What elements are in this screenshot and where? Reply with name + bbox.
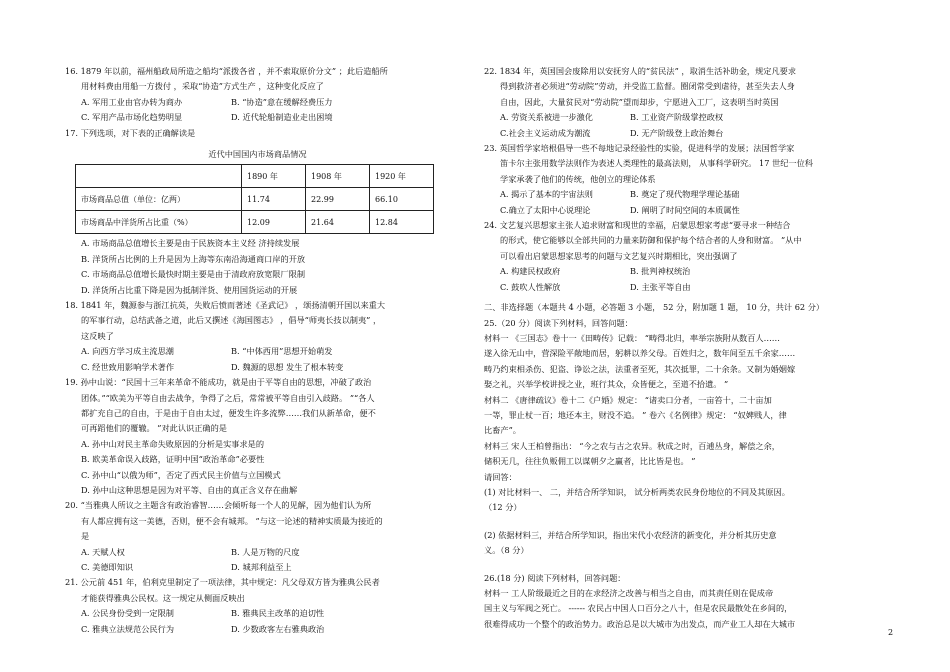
section-two-heading: 二、非选择题（本题共 4 小题，必答题 3 小题， 52 分，附加题 1 题， 10 分，共计 62 分） [484, 302, 825, 313]
question-23-options-row-2 [484, 203, 864, 218]
option-b: B. 奠定了现代物理学理论基础 [630, 189, 740, 200]
option-c: C. 经世致用影响学术著作 [81, 361, 175, 372]
question-16-stem-2: 用材料费由用船一方拨付 ，采取“协造”方式生产 ，这种变化反应了 [81, 81, 324, 92]
table-cell: 11.74 [242, 188, 306, 211]
answer-space [484, 559, 864, 571]
question-24-stem-3: 可以看出启蒙思想家思考的问题与文艺复兴时期相比，突出强调了 [500, 250, 738, 261]
table-cell: 66.10 [370, 188, 434, 211]
question-22-stem-3: 自由，因此，大量贫民对“劳动院”望而却步，宁愿进入工厂，这表明当时英国 [500, 96, 779, 107]
material-1-line: 畴乃约束相杀伤、犯盗、诤讼之法，法重者至死，其次抵罪，二十余条。又制为婚姻嫁 [484, 363, 796, 374]
option-b: B. 批判神权统治 [630, 266, 691, 277]
option-a: A. 天赋人权 [81, 546, 125, 557]
material-2-line: 材料二 《唐律疏议》卷十二《户婚》规定： “诸卖口分者，一亩笞十，二十亩加 [484, 394, 772, 405]
question-20-stem-1: 20. “当雅典人所议之主题含有政治睿智……会倾听每一个人的见解，因为他们认为所 [65, 500, 372, 511]
question-24-options-row-1 [484, 264, 864, 279]
question-17-option-b: B. 洋货所占比例的上升是因为上海等东南沿海通商口岸的开放 [81, 253, 306, 264]
left-column [65, 64, 440, 637]
question-21-options-row-1 [65, 606, 440, 621]
question-18-options-row-1 [65, 344, 440, 359]
table-cell: 21.64 [306, 211, 370, 234]
question-19-option-a: A. 孙中山对民主革命失败原因的分析是实事求是的 [81, 438, 265, 449]
question-19-stem-4: 可再蹈他们的覆辙。 ”对此认识正确的是 [81, 423, 227, 434]
question-26-material-line: 材料一 工人阶级最近之目的在求经济之改善与相当之自由，而其责任则在促成帝 [484, 588, 774, 598]
question-22-stem-1: 22. 1834 年，英国国会废除用以安抚穷人的“贫民法” ，取消生活补助金，规定凡要求 [484, 66, 797, 76]
option-d: D. 城邦利益至上 [231, 561, 292, 572]
option-d: D. 少数政客左右雅典政治 [231, 623, 325, 634]
question-18-options-row-2 [65, 360, 440, 375]
question-24-stem-2: 的形式，使它能够以全部共同的力量来防御和保护每个结合者的人身和财富。 ”从中 [500, 235, 802, 246]
question-20-stem-2: 有人都应拥有这一美德，否则，便不会有城邦。 ”与这一论述的精神实质最为接近的 [81, 515, 383, 526]
table-cell: 12.09 [242, 211, 306, 234]
question-19-option-b: B. 欧美革命误入歧路，证明中国“政治革命”必要性 [81, 454, 265, 465]
option-b: B. 人是万物的尺度 [231, 546, 300, 557]
option-c: C. 鼓吹人性解放 [500, 281, 561, 292]
option-c: C.社会主义运动成为潮流 [500, 127, 591, 138]
question-18-stem-3: 这反映了 [81, 330, 114, 341]
question-22-stem-2: 得到救济者必须进“劳动院”劳动，并受监工监督。圈闭常受到虐待，甚至失去人身 [500, 81, 795, 92]
option-b: B. 雅典民主改革的迫切性 [231, 608, 325, 619]
question-16-stem-1: 16. 1879 年以前，福州船政局所造之船均“派拨各省 ，并不索取原价分文” ；此后造船所 [65, 66, 388, 76]
question-18-stem-2: 的军事行动，总结武备之道，此后又撰述《海国图志》 ，倡导“师夷长技以制夷” ， [81, 315, 382, 326]
table-header-cell: 1890 年 [242, 165, 306, 188]
question-21-stem-2: 才能获得雅典公民权。这一规定从侧面反映出 [81, 592, 245, 603]
table-row [76, 211, 434, 234]
table-header-cell: 1908 年 [306, 165, 370, 188]
question-22-options-row-2 [484, 126, 864, 141]
material-1-line: 娶之礼，兴举学校讲授之业，班行其众，众皆便之，至道不拾遗。 ” [484, 379, 729, 390]
option-b: B. 工业资产阶级掌控政权 [630, 112, 724, 123]
option-b: B. “中体西用”思想开始萌发 [231, 346, 333, 357]
option-c: C. 美德即知识 [81, 561, 134, 572]
option-c: C.确立了太阳中心说理论 [500, 204, 591, 215]
option-d: D. 阐明了时间空间的本质属性 [630, 204, 740, 215]
option-c: C. 军用产品市场化趋势明显 [81, 112, 183, 123]
right-column [484, 64, 864, 632]
question-26-material-line: 很难得成功一个整个的政治势力。政治总是以大城市为出发点，而产业工人却在大城市 [484, 618, 796, 629]
material-2-line: 一等，罪止杖一百；地还本主，财没不追。 ” 卷六《名例律》规定： “奴婢贱人，律 [484, 409, 787, 420]
material-2-line: 比畜产”。 [484, 425, 521, 436]
material-1-line: 材料一 《三国志》卷十一《田畴传》记载： “畴得北归，率举宗族附从数百人…… [484, 332, 780, 343]
option-a: A. 向西方学习成主流思潮 [81, 346, 174, 357]
table-title: 近代中国国内市场商品情况 [208, 149, 307, 160]
question-20-options-row-1 [65, 545, 440, 560]
question-19-option-d: D. 孙中山这种思想是因为对平等、自由的真正含义存在曲解 [81, 484, 298, 495]
option-d: D. 魏源的思想 发生了根本转变 [231, 361, 344, 372]
material-3-line: 储积无几，往往负贩佣工以谋朝夕之赢者，比比皆是也。 ” [484, 456, 696, 467]
option-a: A. 劳资关系被进一步激化 [500, 112, 593, 123]
question-24-stem-1: 24. 文艺复兴思想家主张人追求财富和现世的幸福，启蒙思想家考虑“要寻求一种结合 [484, 220, 791, 231]
question-18-stem-1: 18. 1841 年，魏源参与浙江抗英，失败后愤而著述《圣武记》 ，颂扬清朝开国以来重大 [65, 300, 386, 311]
table-header-cell: 1920 年 [370, 165, 434, 188]
question-19-option-c: C. 孙中山“以俄为师”，否定了西式民主价值与立国模式 [81, 469, 281, 480]
subquestion-2: (2) 依据材料三，并结合所学知识，指出宋代小农经济的新变化，并分析其历史意 [484, 529, 777, 540]
question-16-options-row-2 [65, 110, 440, 125]
subquestion-2-score: 义。（8 分） [484, 545, 529, 556]
material-1-line: 遂入徐无山中，营深险平敞地而居，躬耕以养父母。百姓归之，数年间至五千余家…… [484, 348, 796, 359]
question-19-stem-1: 19. 孙中山说：“民国十三年来革命不能成功，就是由于平等自由的思想，冲破了政治 [65, 377, 372, 388]
question-21-options-row-2 [65, 622, 440, 637]
table-cell: 市场商品总值（单位：亿两） [76, 188, 242, 211]
question-25-stem: 25.（20 分）阅读下列材料，回答问题： [484, 317, 633, 328]
answer-space [484, 516, 864, 528]
table-header-cell [76, 165, 242, 188]
question-17-option-a: A. 市场商品总值增长主要是由于民族资本主义经 济持续发展 [81, 238, 300, 249]
page-number: 2 [888, 628, 894, 637]
question-23-stem-3: 学家承袭了他们的传统，他创立的理论体系 [500, 173, 656, 184]
question-17-option-d: D. 洋货所占比重下降是因为抵制洋货、使用国货运动的开展 [81, 284, 298, 295]
subquestion-1: (1) 对比材料一、 二，并结合所学知识， 试分析两类农民身份地位的不同及其原因。 [484, 486, 790, 497]
question-17-option-c: C. 市场商品总值增长最快时期主要是由于清政府放宽限厂限制 [81, 269, 306, 280]
question-16-options-row-1 [65, 95, 440, 110]
question-20-stem-3: 是 [81, 531, 90, 542]
table-header-row [76, 165, 434, 188]
market-table [75, 164, 434, 234]
option-d: D. 无产阶级登上政治舞台 [630, 127, 724, 138]
question-24-options-row-2 [484, 280, 864, 295]
option-b: B. “协造”意在缓解经费压力 [231, 96, 333, 107]
question-26-material-line: 国主义与军阀之死亡。 ------ 农民占中国人口百分之八十，但是农民最散处在乡间的， [484, 603, 793, 614]
option-d: D. 主张平等自由 [630, 281, 691, 292]
question-19-stem-2: 团体。”“欧美为平等自由去战争，争得了之后，常常被平等自由引入歧路。 ”“各人 [81, 392, 375, 403]
question-20-options-row-2 [65, 560, 440, 575]
option-a: A. 揭示了基本的宇宙法则 [500, 189, 593, 200]
table-cell: 12.84 [370, 211, 434, 234]
option-a: A. 构建民权政府 [500, 266, 561, 277]
option-c: C. 雅典立法规范公民行为 [81, 623, 175, 634]
material-3-line: 材料三 宋人王柏曾指出： “今之农与古之农异。秋成之时，百逋丛身，解偿之余， [484, 440, 780, 451]
question-17-stem: 17. 下列选项，对下表的正确解读是 [65, 127, 196, 138]
question-22-options-row-1 [484, 110, 864, 125]
option-d: D. 近代轮船制造业走出困境 [231, 112, 333, 123]
answer-prompt: 请回答： [484, 471, 517, 482]
option-a: A. 公民身份受到一定限制 [81, 608, 174, 619]
table-row [76, 188, 434, 211]
question-26-stem: 26.(18 分) 阅读下列材料，回答问题： [484, 572, 626, 583]
subquestion-1-score: （12 分） [484, 502, 522, 513]
question-23-options-row-1 [484, 187, 864, 202]
table-cell: 22.99 [306, 188, 370, 211]
option-a: A. 军用工业由官办转为商办 [81, 96, 183, 107]
table-cell: 市场商品中洋货所占比重（%） [76, 211, 242, 234]
question-23-stem-1: 23. 英国哲学家培根倡导一些不每地记录经验性的实验，促进科学的发展；法国哲学家 [484, 143, 795, 154]
question-21-stem-1: 21. 公元前 451 年，伯利克里制定了一项法律，其中规定：凡父母双方皆为雅典公民者 [65, 577, 380, 588]
question-19-stem-3: 都扩充自己的自由，于是由于自由太过，便发生许多流弊……我们从新革命，便不 [81, 407, 376, 418]
question-23-stem-2: 笛卡尔主张用数学法则作为表述人类理性的最高法则， 从事科学研究。 17 世纪一位科 [500, 158, 813, 169]
